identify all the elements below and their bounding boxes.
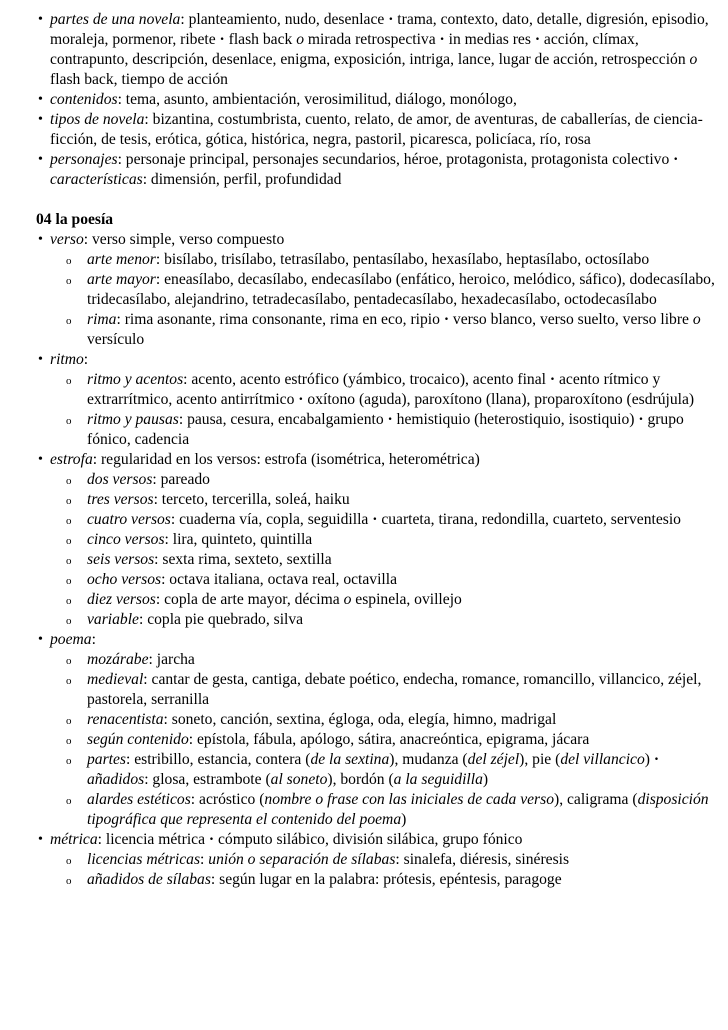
document-body (0, 10, 728, 890)
italic-term: partes de una novela (50, 11, 181, 28)
bullet-icon: • (38, 112, 43, 127)
italic-term: o (296, 31, 304, 48)
text-segment: : regularidad en los versos: estrofa (isométrica, heterométrica) (92, 451, 480, 468)
separator-dot: · (549, 371, 556, 388)
circle-bullet-icon: o (66, 855, 72, 867)
text-segment: trama, contexto, dato, detalle, digresión, episodio, moraleja, pormenor, ribete (50, 11, 709, 48)
list-item (0, 350, 728, 370)
list-item (0, 230, 728, 250)
text-segment: acción, clímax, contrapunto, descripción, desenlace, enigma, exposición, intriga, lance, lugar de acción, retrospección (50, 31, 690, 68)
italic-term: ritmo y acentos (87, 371, 184, 388)
text-segment: : sexta rima, sexteto, sextilla (154, 551, 332, 568)
bullet-icon: • (38, 12, 43, 27)
italic-term: disposición tipográfica que representa el contenido del poema (87, 791, 709, 828)
italic-term: partes (87, 751, 126, 768)
text-segment: : dimensión, perfil, profundidad (142, 171, 342, 188)
text-segment: : bizantina, costumbrista, cuento, relato, de amor, de aventuras, de caballerías, de ciencia-ficción, de tesis, erótica, gótica, histórica, negra, pastoril, picaresca, policíaca, río, rosa (50, 111, 703, 148)
separator-dot: · (219, 31, 225, 48)
italic-term: dos versos (87, 471, 153, 488)
text-segment: : tema, asunto, ambientación, verosimilitud, diálogo, monólogo, (117, 91, 517, 108)
circle-bullet-icon: o (66, 555, 72, 567)
text-segment: : (83, 351, 89, 368)
sub-list-item (0, 250, 728, 270)
separator-dot: · (673, 151, 679, 168)
sub-list-item (0, 650, 728, 670)
text-segment: : copla pie quebrado, silva (138, 611, 304, 628)
text-segment: hemistiquio (heterostiquio, isostiquio) (392, 411, 639, 428)
bullet-icon: • (38, 232, 43, 247)
italic-term: cuatro versos (87, 511, 171, 528)
separator-dot: · (372, 511, 378, 528)
italic-term: ocho versos (87, 571, 162, 588)
text-segment: ), pie ( (519, 751, 561, 768)
circle-bullet-icon: o (66, 255, 72, 267)
text-segment: : (91, 631, 96, 648)
italic-term: arte mayor (87, 271, 156, 288)
separator-dot: · (443, 311, 450, 328)
italic-term: nombre o frase con las iniciales de cada verso (264, 791, 554, 808)
text-segment: grupo fónico, cadencia (87, 411, 684, 448)
italic-term: licencias métricas (87, 851, 201, 868)
circle-bullet-icon: o (66, 415, 72, 427)
circle-bullet-icon: o (66, 535, 72, 547)
text-segment: ), caligrama ( (554, 791, 638, 808)
italic-term: estrofa (50, 451, 93, 468)
text-segment: flash back, tiempo de acción (50, 71, 228, 88)
text-segment: : verso simple, verso compuesto (83, 231, 285, 248)
section-heading (0, 210, 728, 230)
text-segment: flash back (224, 31, 297, 48)
italic-term: según contenido (87, 731, 189, 748)
italic-term: seis versos (87, 551, 155, 568)
bullet-icon: • (38, 352, 43, 367)
text-segment: : lira, quinteto, quintilla (164, 531, 313, 548)
bullet-icon: • (38, 152, 43, 167)
circle-bullet-icon: o (66, 575, 72, 587)
circle-bullet-icon: o (66, 515, 72, 527)
text-segment: : (200, 851, 209, 868)
list-item (0, 630, 728, 650)
italic-term: medieval (87, 671, 144, 688)
circle-bullet-icon: o (66, 875, 72, 887)
italic-term: añadidos (87, 771, 145, 788)
separator-dot: · (439, 31, 445, 48)
italic-term: rima (87, 311, 117, 328)
sub-list-item (0, 490, 728, 510)
text-segment: mirada retrospectiva (304, 31, 440, 48)
sub-list-item (0, 850, 728, 870)
sub-list-item (0, 270, 728, 310)
bullet-icon: • (38, 632, 43, 647)
text-segment: : glosa, estrambote ( (144, 771, 271, 788)
italic-term: tres versos (87, 491, 154, 508)
text-segment: : bisílabo, trisílabo, tetrasílabo, pentasílabo, hexasílabo, heptasílabo, octosílabo (155, 251, 650, 268)
sub-list-item (0, 590, 728, 610)
separator-dot: · (388, 11, 394, 28)
text-segment: ) (644, 751, 654, 768)
separator-dot: · (534, 31, 541, 48)
circle-bullet-icon: o (66, 375, 72, 387)
text-segment: ), bordón ( (327, 771, 394, 788)
text-segment: in medias res (444, 31, 535, 48)
text-segment: versículo (87, 331, 145, 348)
list-item (0, 90, 728, 110)
circle-bullet-icon: o (66, 595, 72, 607)
text-segment: ) (482, 771, 489, 788)
text-segment: : octava italiana, octava real, octavilla (161, 571, 398, 588)
text-segment: cuarteta, tirana, redondilla, cuarteto, serventesio (377, 511, 681, 528)
italic-term: ritmo y pausas (87, 411, 179, 428)
italic-term: contenidos (50, 91, 118, 108)
bullet-icon: • (38, 832, 43, 847)
circle-bullet-icon: o (66, 315, 72, 327)
list-item (0, 830, 728, 850)
text-segment: : terceto, tercerilla, soleá, haiku (153, 491, 350, 508)
text-segment: : jarcha (148, 651, 195, 668)
sub-list-item (0, 410, 728, 450)
italic-term: renacentista (87, 711, 164, 728)
text-segment: : estribillo, estancia, contera ( (125, 751, 311, 768)
circle-bullet-icon: o (66, 795, 72, 807)
circle-bullet-icon: o (66, 495, 72, 507)
list-item (0, 110, 728, 150)
italic-term: al soneto (270, 771, 328, 788)
text-segment: : pareado (152, 471, 210, 488)
circle-bullet-icon: o (66, 755, 72, 767)
sub-list-item (0, 570, 728, 590)
text-segment: verso blanco, verso suelto, verso libre (449, 311, 693, 328)
sub-list-item (0, 310, 728, 350)
italic-term: características (50, 171, 143, 188)
text-segment: : sinalefa, diéresis, sinéresis (395, 851, 570, 868)
sub-list-item (0, 530, 728, 550)
sub-list-item (0, 510, 728, 530)
sub-list-item (0, 730, 728, 750)
text-segment: ), mudanza ( (389, 751, 468, 768)
italic-term: diez versos (87, 591, 156, 608)
text-segment: cómputo silábico, división silábica, grupo fónico (214, 831, 523, 848)
circle-bullet-icon: o (66, 715, 72, 727)
italic-term: de la sextina (310, 751, 390, 768)
text-segment: : copla de arte mayor, décima (155, 591, 344, 608)
circle-bullet-icon: o (66, 655, 72, 667)
sub-list-item (0, 710, 728, 730)
sub-list-item (0, 610, 728, 630)
circle-bullet-icon: o (66, 735, 72, 747)
italic-term: añadidos de sílabas (87, 871, 211, 888)
text-segment: : cantar de gesta, cantiga, debate poético, endecha, romance, romancillo, villancico, zéjel, pastorela, serranilla (87, 671, 702, 708)
text-segment: 04 la poesía (36, 211, 114, 228)
italic-term: variable (87, 611, 139, 628)
sub-list-item (0, 670, 728, 710)
sub-list-item (0, 550, 728, 570)
text-segment: oxítono (aguda), paroxítono (llana), proparoxítono (esdrújula) (303, 391, 695, 408)
text-segment: : licencia métrica (97, 831, 209, 848)
text-segment: : eneasílabo, decasílabo, endecasílabo (enfático, heroico, melódico, sáfico), dodecasílabo, tridecasílabo, alejandrino, tetradecasílabo, pentadecasílabo, hexadecasílabo, octodecasílabo (87, 271, 715, 308)
text-segment: : epístola, fábula, apólogo, sátira, anacreóntica, epigrama, jácara (188, 731, 590, 748)
text-segment: : rima asonante, rima consonante, rima en eco, ripio (116, 311, 444, 328)
separator-dot: · (653, 751, 660, 768)
italic-term: del zéjel (467, 751, 520, 768)
italic-term: o (689, 51, 698, 68)
italic-term: tipos de novela (50, 111, 145, 128)
italic-term: o (343, 591, 352, 608)
separator-dot: · (298, 391, 304, 408)
sub-list-item (0, 790, 728, 830)
circle-bullet-icon: o (66, 675, 72, 687)
italic-term: cinco versos (87, 531, 165, 548)
circle-bullet-icon: o (66, 475, 72, 487)
italic-term: a la seguidilla (393, 771, 483, 788)
separator-dot: · (387, 411, 393, 428)
italic-term: arte menor (87, 251, 156, 268)
bullet-icon: • (38, 452, 43, 467)
italic-term: mozárabe (87, 651, 149, 668)
italic-term: del villancico (560, 751, 645, 768)
text-segment: : acento, acento estrófico (yámbico, trocaico), acento final (183, 371, 550, 388)
italic-term: verso (50, 231, 84, 248)
circle-bullet-icon: o (66, 275, 72, 287)
text-segment: : cuaderna vía, copla, seguidilla (170, 511, 373, 528)
text-segment: : personaje principal, personajes secundarios, héroe, protagonista, protagonista colectivo (117, 151, 674, 168)
list-item (0, 150, 728, 190)
italic-term: alardes estéticos (87, 791, 191, 808)
text-segment: : planteamiento, nudo, desenlace (180, 11, 389, 28)
sub-list-item (0, 470, 728, 490)
text-segment: : acróstico ( (190, 791, 265, 808)
sub-list-item (0, 370, 728, 410)
italic-term: personajes (50, 151, 118, 168)
italic-term: poema (50, 631, 92, 648)
text-segment: : soneto, canción, sextina, égloga, oda, elegía, himno, madrigal (163, 711, 557, 728)
text-segment: : según lugar en la palabra: prótesis, epéntesis, paragoge (210, 871, 562, 888)
italic-term: ritmo (50, 351, 84, 368)
bullet-icon: • (38, 92, 43, 107)
text-segment: ) (401, 811, 407, 828)
circle-bullet-icon: o (66, 615, 72, 627)
list-item (0, 450, 728, 470)
sub-list-item (0, 870, 728, 890)
text-segment: espinela, ovillejo (351, 591, 462, 608)
sub-list-item (0, 750, 728, 790)
separator-dot: · (638, 411, 644, 428)
text-segment: acento rítmico y extrarrítmico, acento antirrítmico (87, 371, 661, 408)
separator-dot: · (208, 831, 215, 848)
italic-term: o (692, 311, 701, 328)
list-item (0, 10, 728, 90)
text-segment: : pausa, cesura, encabalgamiento (178, 411, 388, 428)
italic-term: métrica (50, 831, 98, 848)
italic-term: unión o separación de sílabas (208, 851, 396, 868)
